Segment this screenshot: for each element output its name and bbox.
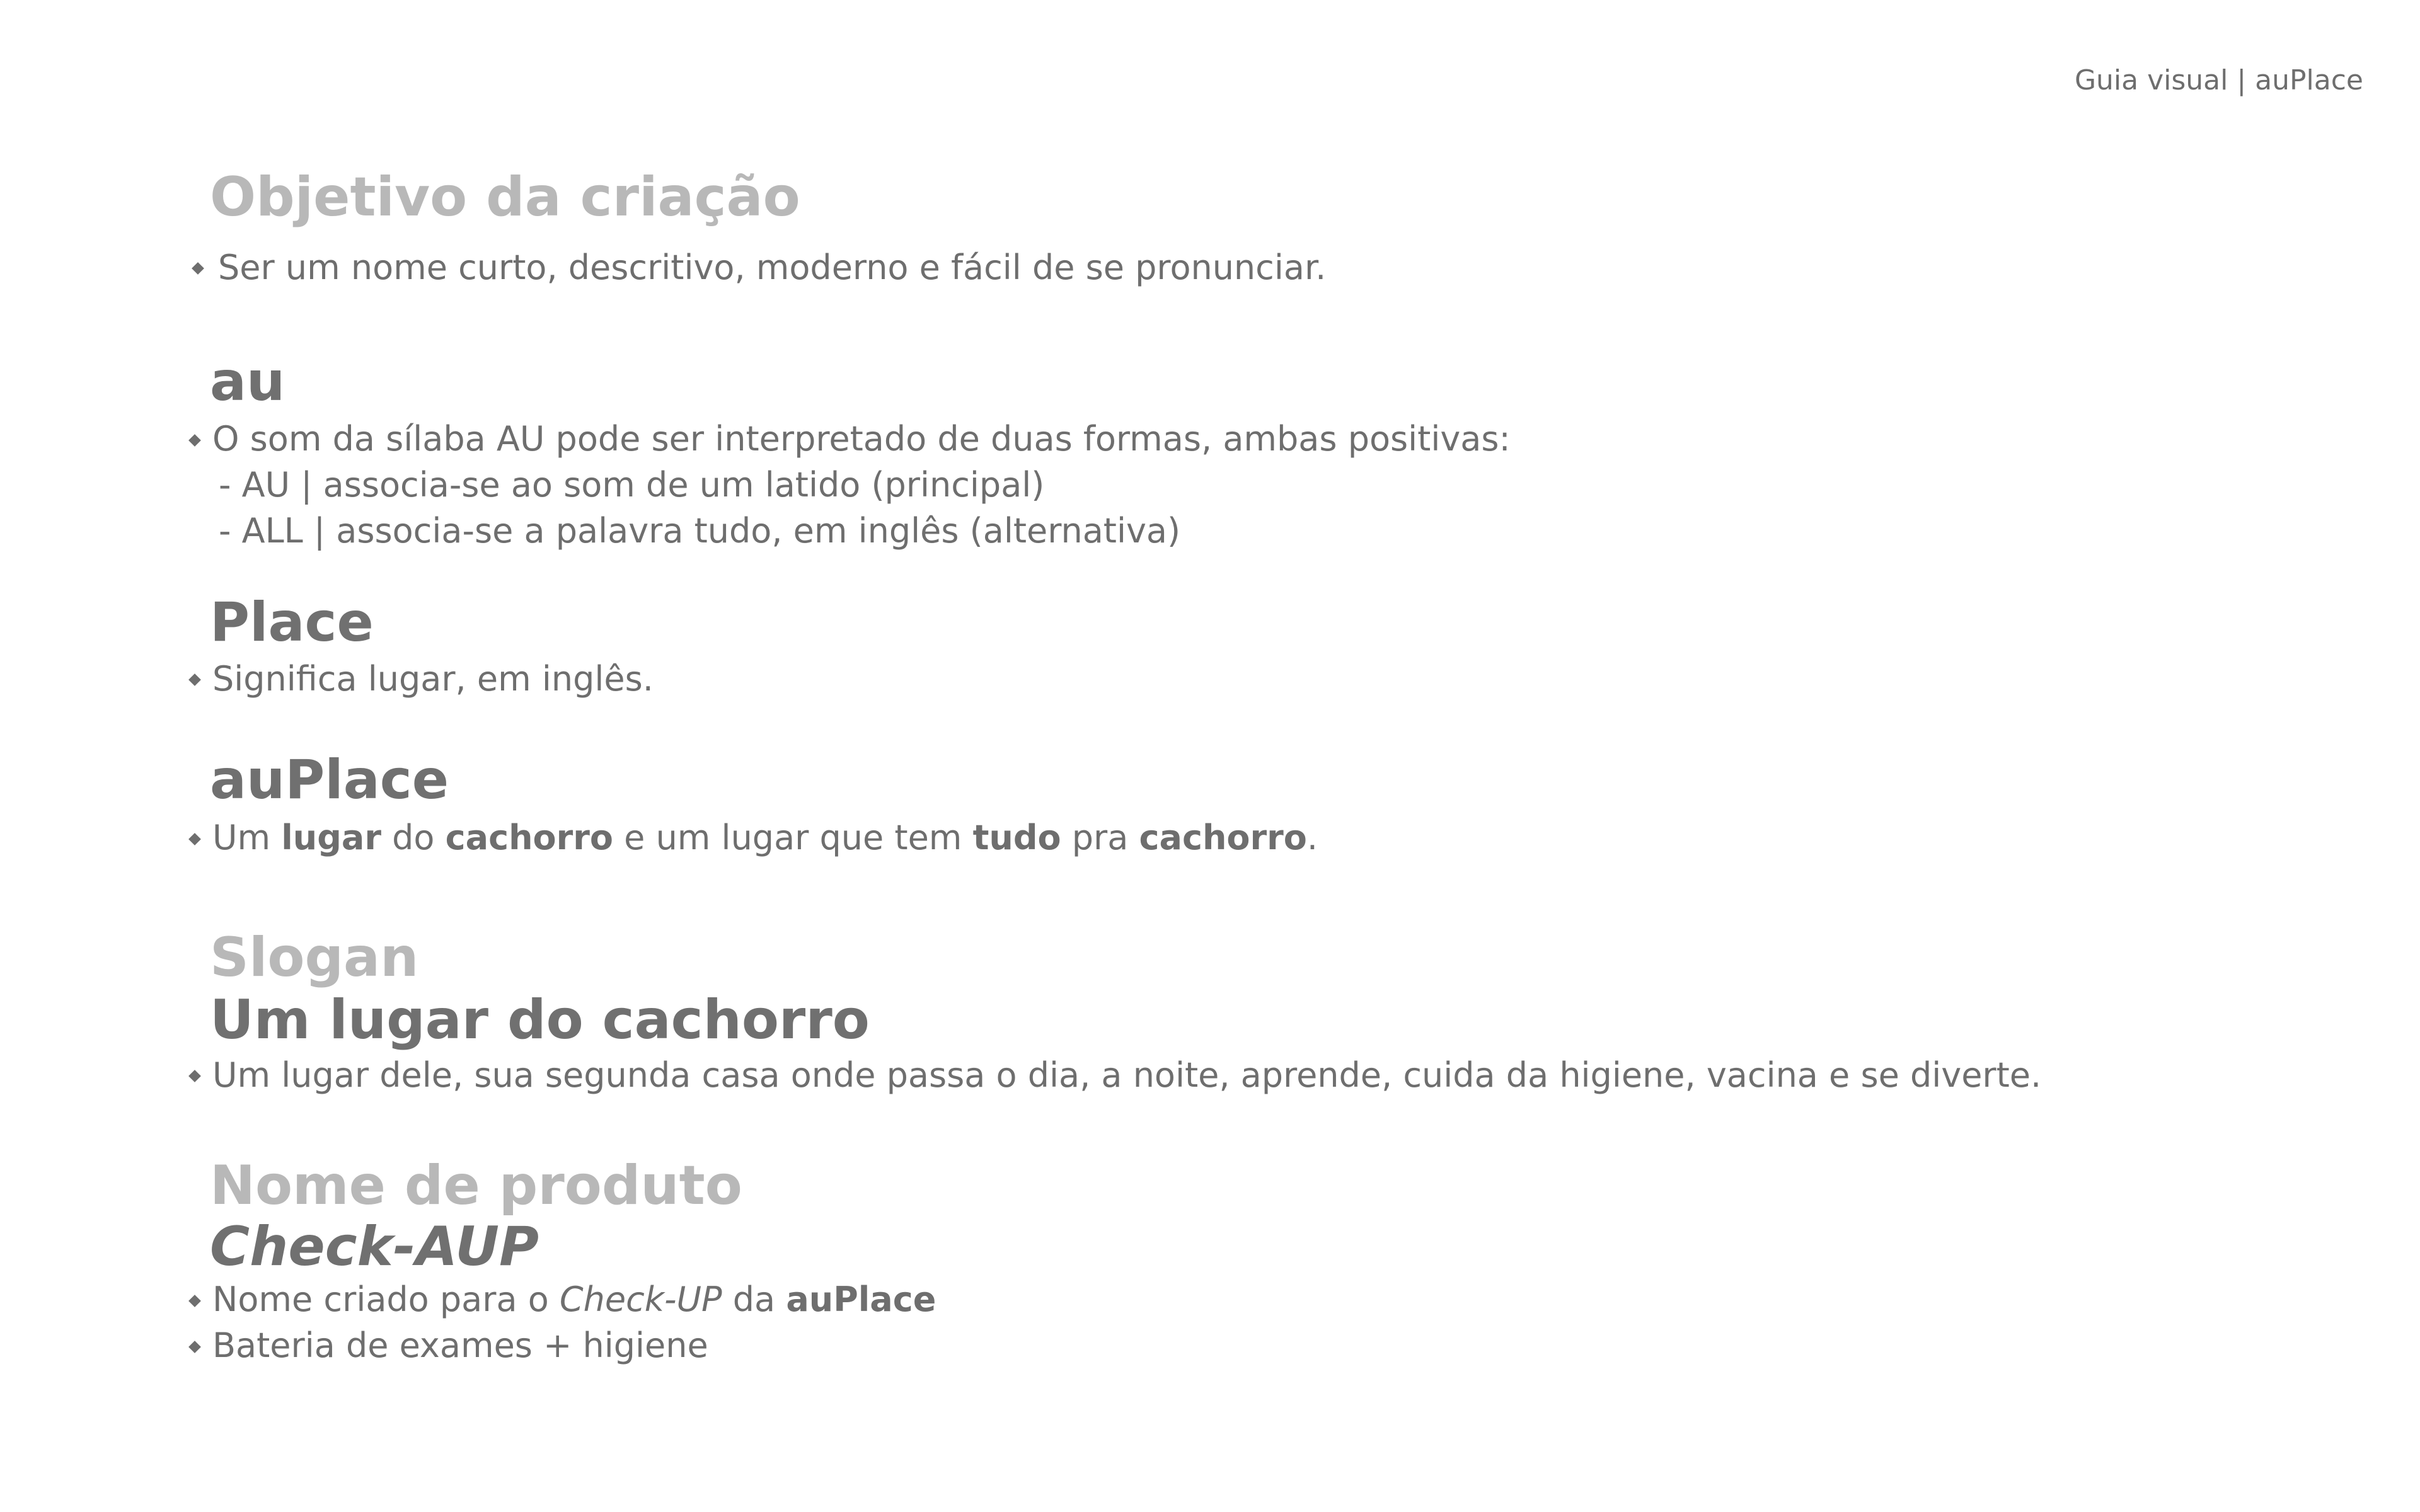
auplace-text-part: do: [381, 818, 446, 857]
produto-text-part: da: [722, 1280, 786, 1319]
objetivo-bullet-text: Ser um nome curto, descritivo, moderno e fácil de se pronunciar.: [218, 248, 1327, 287]
slogan-bullet-text: Um lugar dele, sua segunda casa onde passa o dia, a noite, aprende, cuida da higiene, vacina e se diverte.: [212, 1055, 2042, 1095]
produto-bullet-text-2: Bateria de exames + higiene: [212, 1326, 708, 1365]
bullet-icon: [188, 1070, 201, 1082]
auplace-text-bold-tudo: tudo: [972, 818, 1061, 857]
section-title-place: Place: [210, 591, 374, 654]
auplace-text-part: pra: [1061, 818, 1139, 857]
bullet-icon: [188, 1295, 201, 1307]
section-title-produto: Nome de produto: [210, 1154, 742, 1217]
section-title-slogan: Slogan: [210, 926, 419, 989]
bullet-icon: [188, 1341, 201, 1353]
bullet-icon: [188, 434, 201, 447]
auplace-text-bold-lugar: lugar: [281, 818, 381, 857]
au-bullet-text: O som da sílaba AU pode ser interpretado de duas formas, ambas positivas:: [212, 419, 1511, 459]
bullet-icon: [188, 833, 201, 845]
header-label: Guia visual | auPlace: [2074, 64, 2363, 96]
auplace-text-bold-cachorro: cachorro: [1139, 818, 1307, 857]
produto-bullet-text-1: [212, 1280, 936, 1319]
auplace-bullet-text: [212, 818, 1318, 857]
auplace-text-part: .: [1306, 818, 1318, 857]
au-sub-item-2: - ALL | associa-se a palavra tudo, em inglês (alternativa): [219, 511, 1181, 551]
auplace-text-bold-cachorro: cachorro: [445, 818, 614, 857]
bullet-icon: [192, 262, 204, 275]
auplace-text-part: Um: [212, 818, 282, 857]
section-title-au: au: [210, 350, 285, 413]
auplace-text-part: e um lugar que tem: [613, 818, 973, 857]
section-title-objetivo: Objetivo da criação: [210, 166, 800, 229]
au-sub-item-1: - AU | associa-se ao som de um latido (principal): [219, 465, 1045, 505]
bullet-icon: [188, 673, 201, 686]
place-bullet-text: Significa lugar, em inglês.: [212, 659, 654, 699]
produto-text-italic-checkup: Check-UP: [559, 1280, 722, 1319]
produto-text-part: Nome criado para o: [212, 1280, 560, 1319]
slogan-text: Um lugar do cachorro: [210, 988, 870, 1051]
product-name: Check-AUP: [210, 1215, 539, 1278]
produto-text-bold-auplace: auPlace: [786, 1280, 936, 1319]
section-title-auplace: auPlace: [210, 748, 449, 811]
